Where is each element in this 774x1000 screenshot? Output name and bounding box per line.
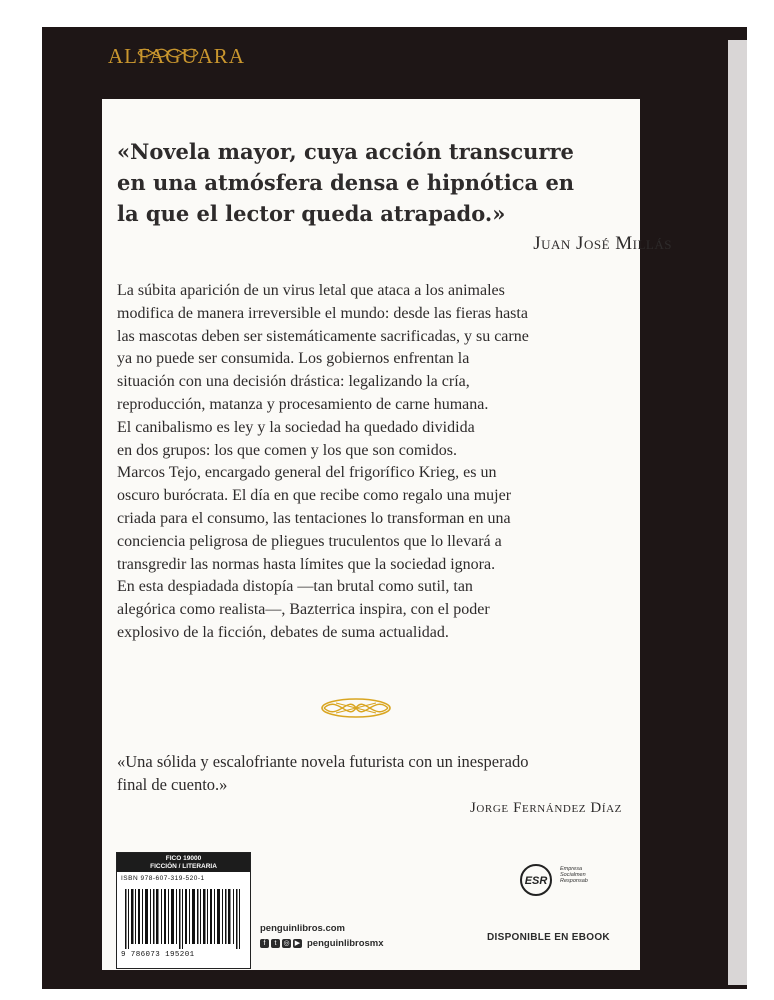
synopsis-line: Marcos Tejo, encargado general del frigorífico Krieg, es un xyxy=(117,464,497,482)
top-quote xyxy=(117,136,677,229)
isbn-text: ISBN 978-607-319-520-1 xyxy=(121,875,205,882)
ebook-availability: DISPONIBLE EN EBOOK xyxy=(487,932,610,943)
synopsis-line: criada para el consumo, las tentaciones lo transforman en una xyxy=(117,509,511,527)
barcode-block xyxy=(116,852,251,969)
synopsis-line: El canibalismo es ley y la sociedad ha quedado dividida xyxy=(117,418,475,436)
synopsis-line: conciencia peligrosa de pliegues truculentos que lo llevará a xyxy=(117,532,502,550)
synopsis-line: modifica de manera irreversible el mundo: desde las fieras hasta xyxy=(117,304,528,322)
bottom-quote-line: final de cuento.» xyxy=(117,775,228,794)
synopsis-line: En esta despiadada distopía —tan brutal como sutil, tan xyxy=(117,578,473,596)
gold-flourish-ornament xyxy=(316,693,396,723)
esr-line: Socialmen xyxy=(560,872,586,878)
category-code: FICO 19000 xyxy=(165,855,202,862)
synopsis-line: La súbita aparición de un virus letal que ataca a los animales xyxy=(117,282,505,299)
book-edge xyxy=(728,40,747,985)
esr-line: Responsab xyxy=(560,878,588,884)
instagram-icon: ◎ xyxy=(283,940,290,947)
synopsis-line: las mascotas deben ser sistemáticamente sacrificadas, y su carne xyxy=(117,327,529,345)
top-quote-line: en una atmósfera densa e hipnótica en xyxy=(117,170,575,195)
publisher-website: penguinlibros.com xyxy=(260,923,345,934)
synopsis-line: oscuro burócrata. El día en que recibe como regalo una mujer xyxy=(117,487,512,505)
synopsis xyxy=(117,280,677,645)
esr-line: Empresa xyxy=(560,866,583,872)
barcode-bars xyxy=(123,889,243,949)
synopsis-line: situación con una decisión drástica: legalizando la cría, xyxy=(117,373,470,391)
synopsis-line: explosivo de la ficción, debates de suma actualidad. xyxy=(117,623,449,641)
synopsis-line: transgredir las normas hasta límites que la sociedad ignora. xyxy=(117,555,496,573)
bottom-quote xyxy=(117,750,617,796)
top-quote-line: la que el lector queda atrapado.» xyxy=(117,201,506,226)
twitter-icon: t xyxy=(271,939,280,948)
facebook-icon: f xyxy=(260,939,269,948)
top-quote-line: «Novela mayor, cuya acción transcurre xyxy=(117,139,574,164)
category-label: FICCIÓN / LITERARIA xyxy=(150,863,217,870)
top-quote-author: Juan José Millás xyxy=(533,233,672,254)
barcode-number: 9 786073 195201 xyxy=(121,951,195,959)
esr-mark: ESR xyxy=(524,875,548,887)
bottom-quote-author: Jorge Fernández Díaz xyxy=(469,800,622,816)
synopsis-line: alegórica como realista—, Bazterrica inspira, con el poder xyxy=(117,601,490,619)
publisher-logo: ALFAGUARA xyxy=(108,44,245,68)
bottom-quote-line: «Una sólida y escalofriante novela futurista con un inesperado xyxy=(117,752,529,771)
genre-header xyxy=(117,853,250,872)
synopsis-line: ya no puede ser consumida. Los gobiernos enfrentan la xyxy=(117,350,470,368)
synopsis-line: reproducción, matanza y procesamiento de carne humana. xyxy=(117,395,489,413)
youtube-icon: ▶ xyxy=(294,940,301,947)
synopsis-line: en dos grupos: los que comen y los que son comidos. xyxy=(117,441,457,459)
social-handle: penguinlibrosmx xyxy=(307,938,384,949)
esr-label xyxy=(560,866,588,884)
social-links xyxy=(260,938,384,949)
